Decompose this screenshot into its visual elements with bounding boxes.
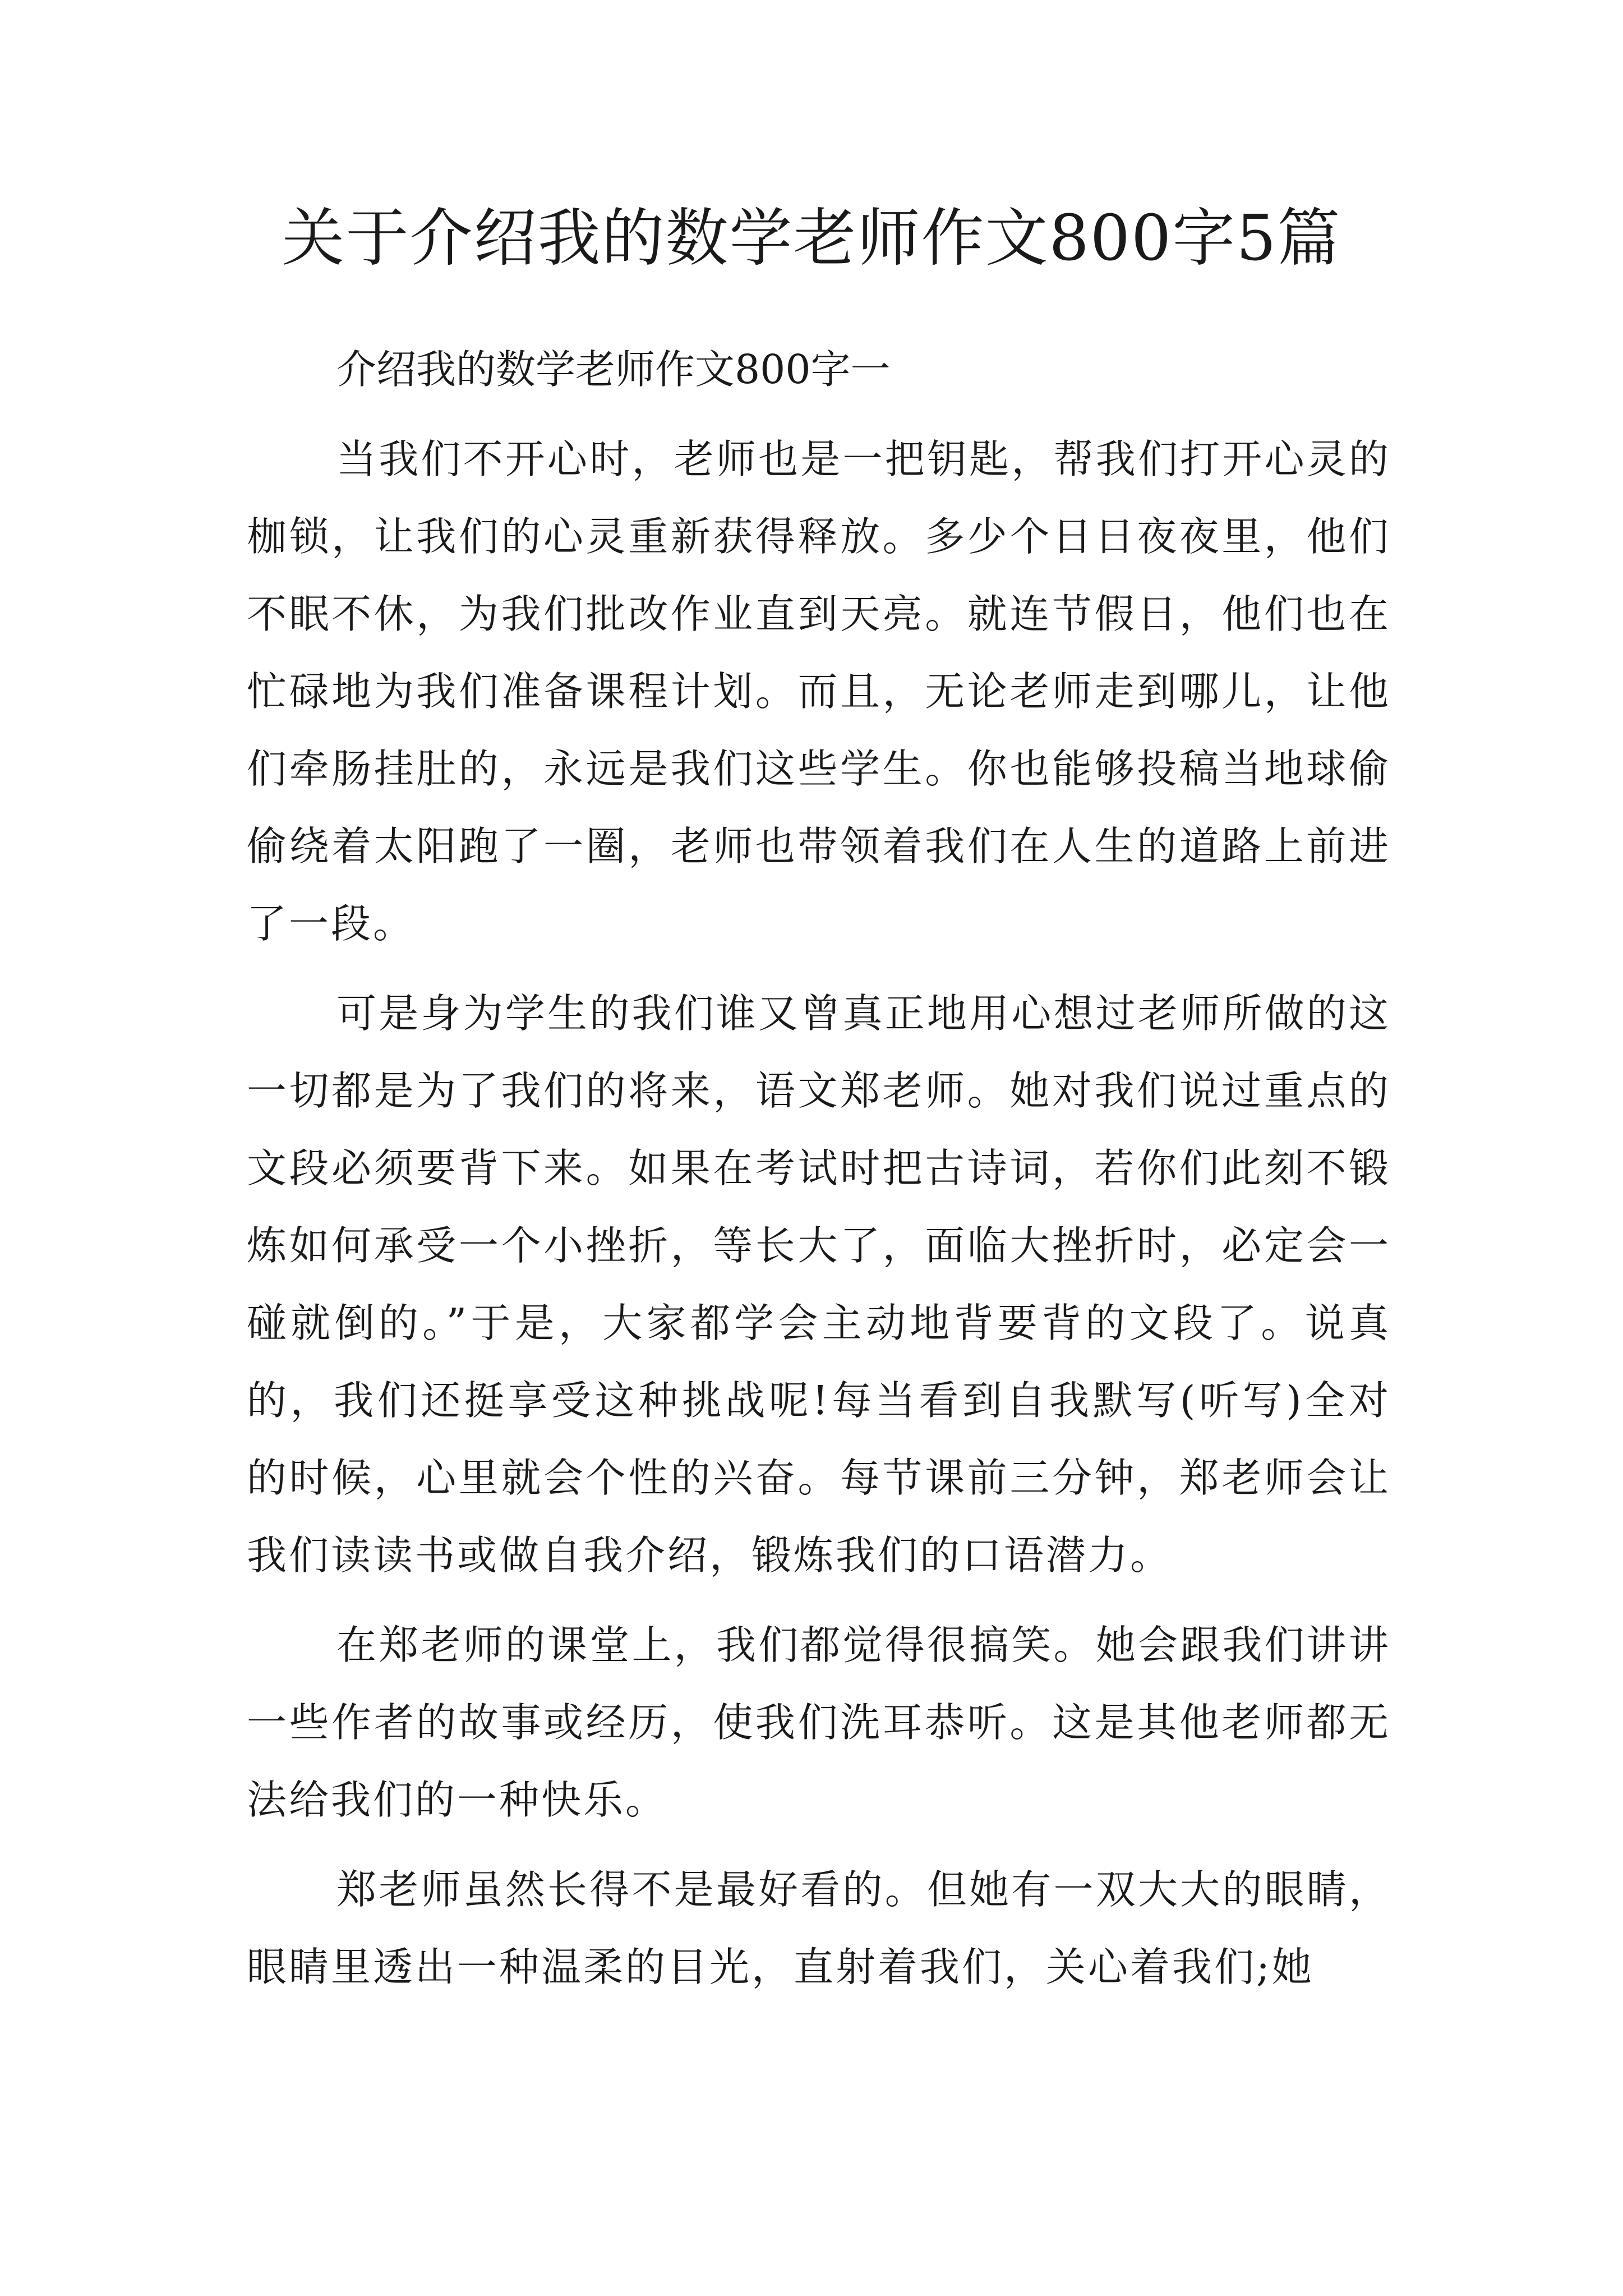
paragraph-2: 可是身为学生的我们谁又曾真正地用心想过老师所做的这一切都是为了我们的将来，语文郑老师。她对我们说过重点的文段必须要背下来。如果在考试时把古诗词，若你们此刻不锻炼如何承受一个小挫折，等长大了，面临大挫折时，必定会一碰就倒的。”于是，大家都学会主动地背要背的文段了。说真的，我们还挺享受这种挑战呢!每当看到自我默写(听写)全对的时候，心里就会个性的兴奋。每节课前三分钟，郑老师会让我们读读书或做自我介绍，锻炼我们的口语潜力。 <box>247 990 1391 1579</box>
paragraph-4: 郑老师虽然长得不是最好看的。但她有一双大大的眼睛，眼睛里透出一种温柔的目光，直射着我们，关心着我们;她 <box>247 1866 1391 1990</box>
section-heading: 介绍我的数学老师作文800字一 <box>336 346 891 393</box>
document-body <box>247 331 1391 2018</box>
document-title: 关于介绍我的数学老师作文800字5篇 <box>282 202 1341 275</box>
paragraph-3: 在郑老师的课堂上，我们都觉得很搞笑。她会跟我们讲讲一些作者的故事或经历，使我们洗耳恭听。这是其他老师都无法给我们的一种快乐。 <box>247 1622 1391 1823</box>
paragraph-1: 当我们不开心时，老师也是一把钥匙，帮我们打开心灵的枷锁，让我们的心灵重新获得释放。多少个日日夜夜里，他们不眠不休，为我们批改作业直到天亮。就连节假日，他们也在忙碌地为我们准备课程计划。而且，无论老师走到哪儿，让他们牵肠挂肚的，永远是我们这些学生。你也能够投稿当地球偷偷绕着太阳跑了一圈，老师也带领着我们在人生的道路上前进了一段。 <box>247 436 1391 947</box>
